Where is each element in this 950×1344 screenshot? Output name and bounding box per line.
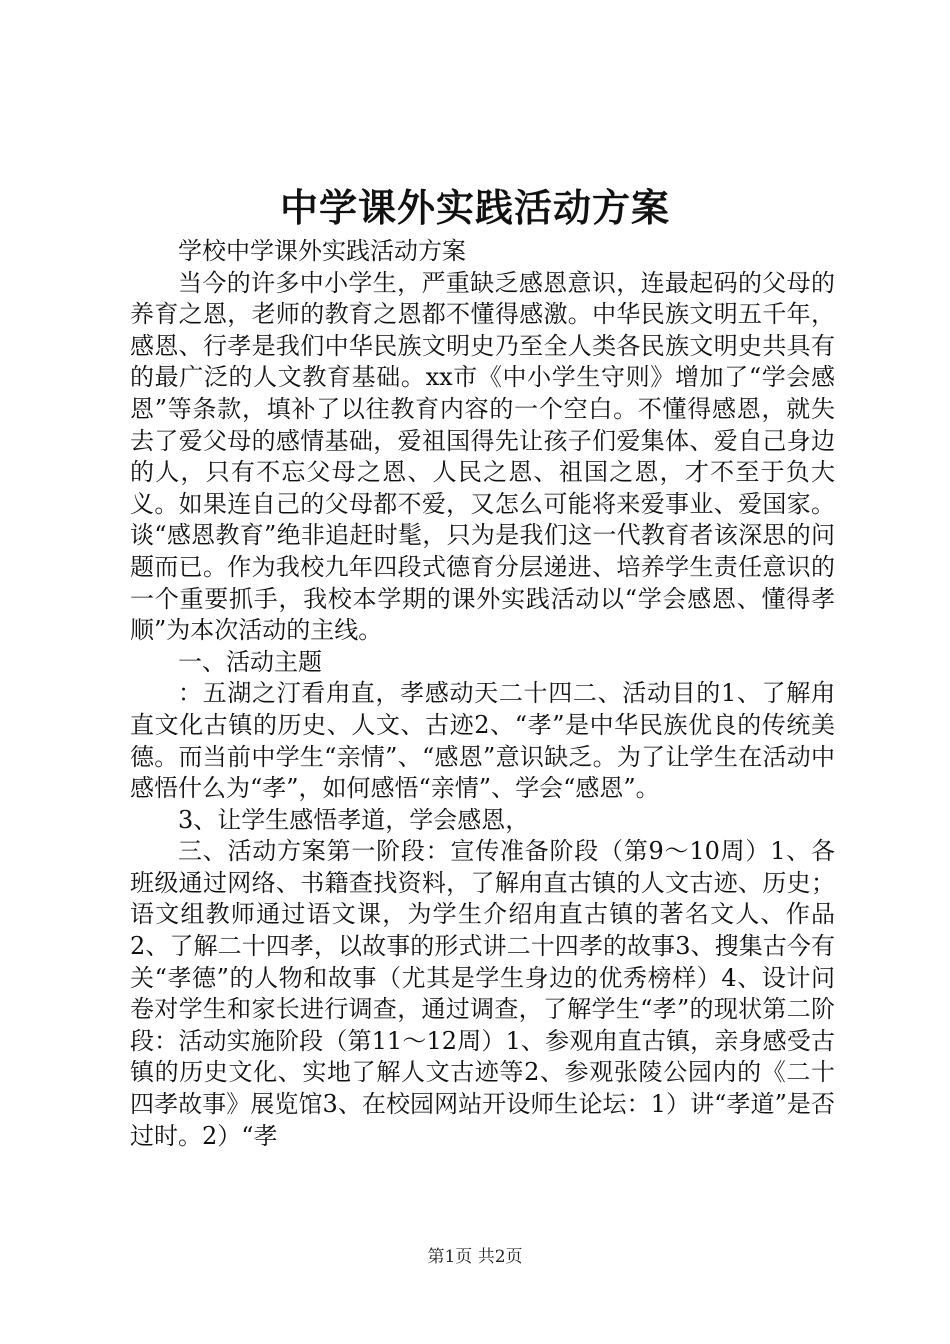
paragraph-plan: 三、活动方案第一阶段：宣传准备阶段（第9～10周）1、各班级通过网络、书籍查找资料，了解甪直古镇的人文古迹、历史；语文组教师通过语文课，为学生介绍甪直古镇的著名文人、作品2、了解二十四孝，以故事的形式讲二十四孝的故事3、搜集古今有关“孝德”的人物和故事（尤其是学生身边的优秀榜样）4、设计问卷对学生和家长进行调查，通过调查，了解学生“孝”的现状第二阶段：活动实施阶段（第11～12周）1、参观甪直古镇，亲身感受古镇的历史文化、实地了解人文古迹等2、参观张陵公园内的《二十四孝故事》展览馆3、在校园网站开设师生论坛：1）讲“孝道”是否过时。2）“孝 bbox=[130, 837, 835, 1150]
document-body bbox=[130, 236, 835, 1152]
page-footer: 第1页 共2页 bbox=[427, 1247, 523, 1267]
paragraph-intro: 当今的许多中小学生，严重缺乏感恩意识，连最起码的父母的养育之恩，老师的教育之恩都不懂得感激。中华民族文明五千年，感恩、行孝是我们中华民族文明史乃至全人类各民族文明史共具有的最广泛的人文教育基础。xx市《中小学生守则》增加了“学会感恩”等条款，填补了以往教育内容的一个空白。不懂得感恩，就失去了爱父母的感情基础，爱祖国得先让孩子们爱集体、爱自己身边的人，只有不忘父母之恩、人民之恩、祖国之恩，才不至于负大义。如果连自己的父母都不爱，又怎么可能将来爱事业、爱国家。谈“感恩教育”绝非追赶时髦，只为是我们这一代教育者该深思的问题而已。作为我校九年四段式德育分层递进、培养学生责任意识的一个重要抓手，我校本学期的课外实践活动以“学会感恩、懂得孝顺”为本次活动的主线。 bbox=[130, 268, 835, 645]
document-title: 中学课外实践活动方案 bbox=[279, 185, 670, 230]
paragraph-theme-purpose: ：五湖之汀看甪直，孝感动天二十四二、活动目的1、了解甪直文化古镇的历史、人文、古迹2、“孝”是中华民族优良的传统美德。而当前中学生“亲情”、“感恩”意识缺乏。为了让学生在活动中感悟什么为“孝”，如何感悟“亲情”、学会“感恩”。 bbox=[130, 679, 835, 803]
paragraph-purpose-3: 3、让学生感悟孝道，学会感恩， bbox=[178, 805, 530, 834]
section-heading-theme: 一、活动主题 bbox=[178, 647, 322, 676]
paragraph-subtitle: 学校中学课外实践活动方案 bbox=[178, 237, 466, 265]
